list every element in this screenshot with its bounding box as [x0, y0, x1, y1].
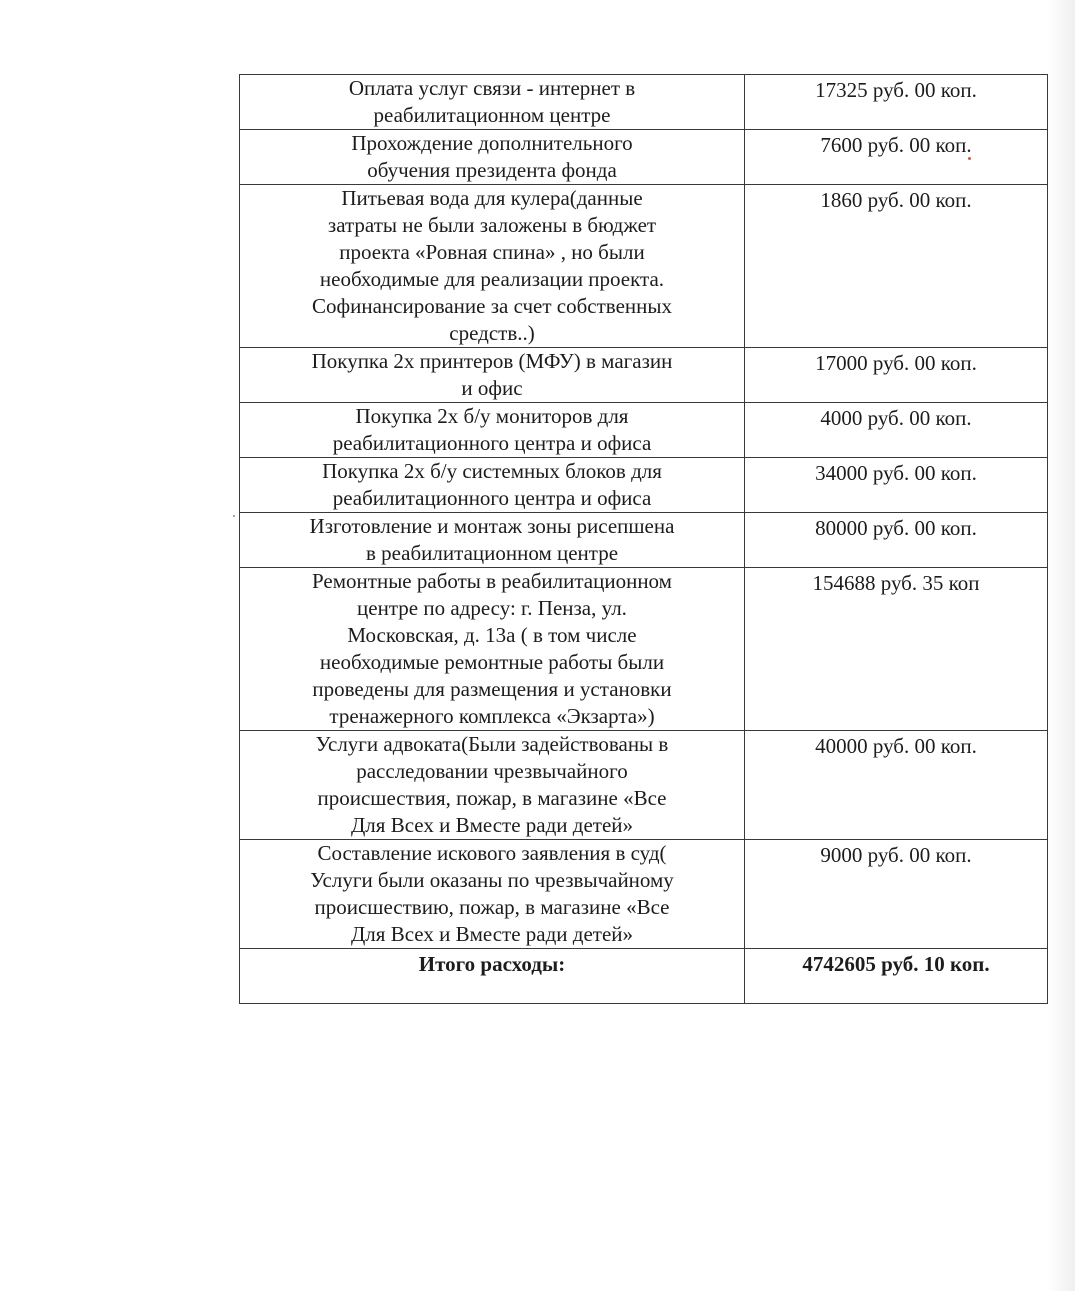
expense-description: Оплата услуг связи - интернет в реабилитационном центре — [240, 75, 745, 130]
expense-amount: 4000 руб. 00 коп. — [745, 403, 1048, 458]
expense-description: Услуги адвоката(Были задействованы в расследовании чрезвычайного происшествия, пожар, в магазине «Все Для Всех и Вместе ради детей» — [240, 731, 745, 840]
expense-amount: 9000 руб. 00 коп. — [745, 840, 1048, 949]
expense-amount: 154688 руб. 35 коп — [745, 568, 1048, 731]
table-row — [240, 403, 1048, 458]
expense-amount: 34000 руб. 00 коп. — [745, 458, 1048, 513]
expense-description: Прохождение дополнительного обучения президента фонда — [240, 130, 745, 185]
table-row — [240, 75, 1048, 130]
scan-speck — [233, 515, 235, 517]
expense-description: Покупка 2х принтеров (МФУ) в магазин и офис — [240, 348, 745, 403]
expense-description: Покупка 2х б/у системных блоков для реабилитационного центра и офиса — [240, 458, 745, 513]
table-row — [240, 513, 1048, 568]
table-row — [240, 130, 1048, 185]
expense-description: Ремонтные работы в реабилитационном центре по адресу: г. Пенза, ул. Московская, д. 13а ( в том числе необходимые ремонтные работы были проведены для размещения и установки тренажерного комплекса «Экзарта») — [240, 568, 745, 731]
expense-description: Составление искового заявления в суд( Услуги были оказаны по чрезвычайному происшествию, пожар, в магазине «Все Для Всех и Вместе ради детей» — [240, 840, 745, 949]
expense-amount: 1860 руб. 00 коп. — [745, 185, 1048, 348]
total-row — [240, 949, 1048, 1004]
expense-amount: 17325 руб. 00 коп. — [745, 75, 1048, 130]
table-row — [240, 348, 1048, 403]
table-row — [240, 840, 1048, 949]
expense-amount: 80000 руб. 00 коп. — [745, 513, 1048, 568]
total-label: Итого расходы: — [240, 949, 745, 1004]
expense-amount: 40000 руб. 00 коп. — [745, 731, 1048, 840]
expenses-table — [239, 74, 1048, 1004]
table-row — [240, 568, 1048, 731]
total-amount: 4742605 руб. 10 коп. — [745, 949, 1048, 1004]
expense-description: Покупка 2х б/у мониторов для реабилитационного центра и офиса — [240, 403, 745, 458]
expense-description: Изготовление и монтаж зоны рисепшена в реабилитационном центре — [240, 513, 745, 568]
scan-edge-shadow — [1047, 0, 1075, 1291]
expense-amount: 17000 руб. 00 коп. — [745, 348, 1048, 403]
table-row — [240, 458, 1048, 513]
table-row — [240, 185, 1048, 348]
scan-speck — [968, 157, 971, 160]
expense-amount: 7600 руб. 00 коп. — [745, 130, 1048, 185]
expense-description: Питьевая вода для кулера(данные затраты не были заложены в бюджет проекта «Ровная спина» , но были необходимые для реализации проекта. Софинансирование за счет собственных средств..) — [240, 185, 745, 348]
table-row — [240, 731, 1048, 840]
